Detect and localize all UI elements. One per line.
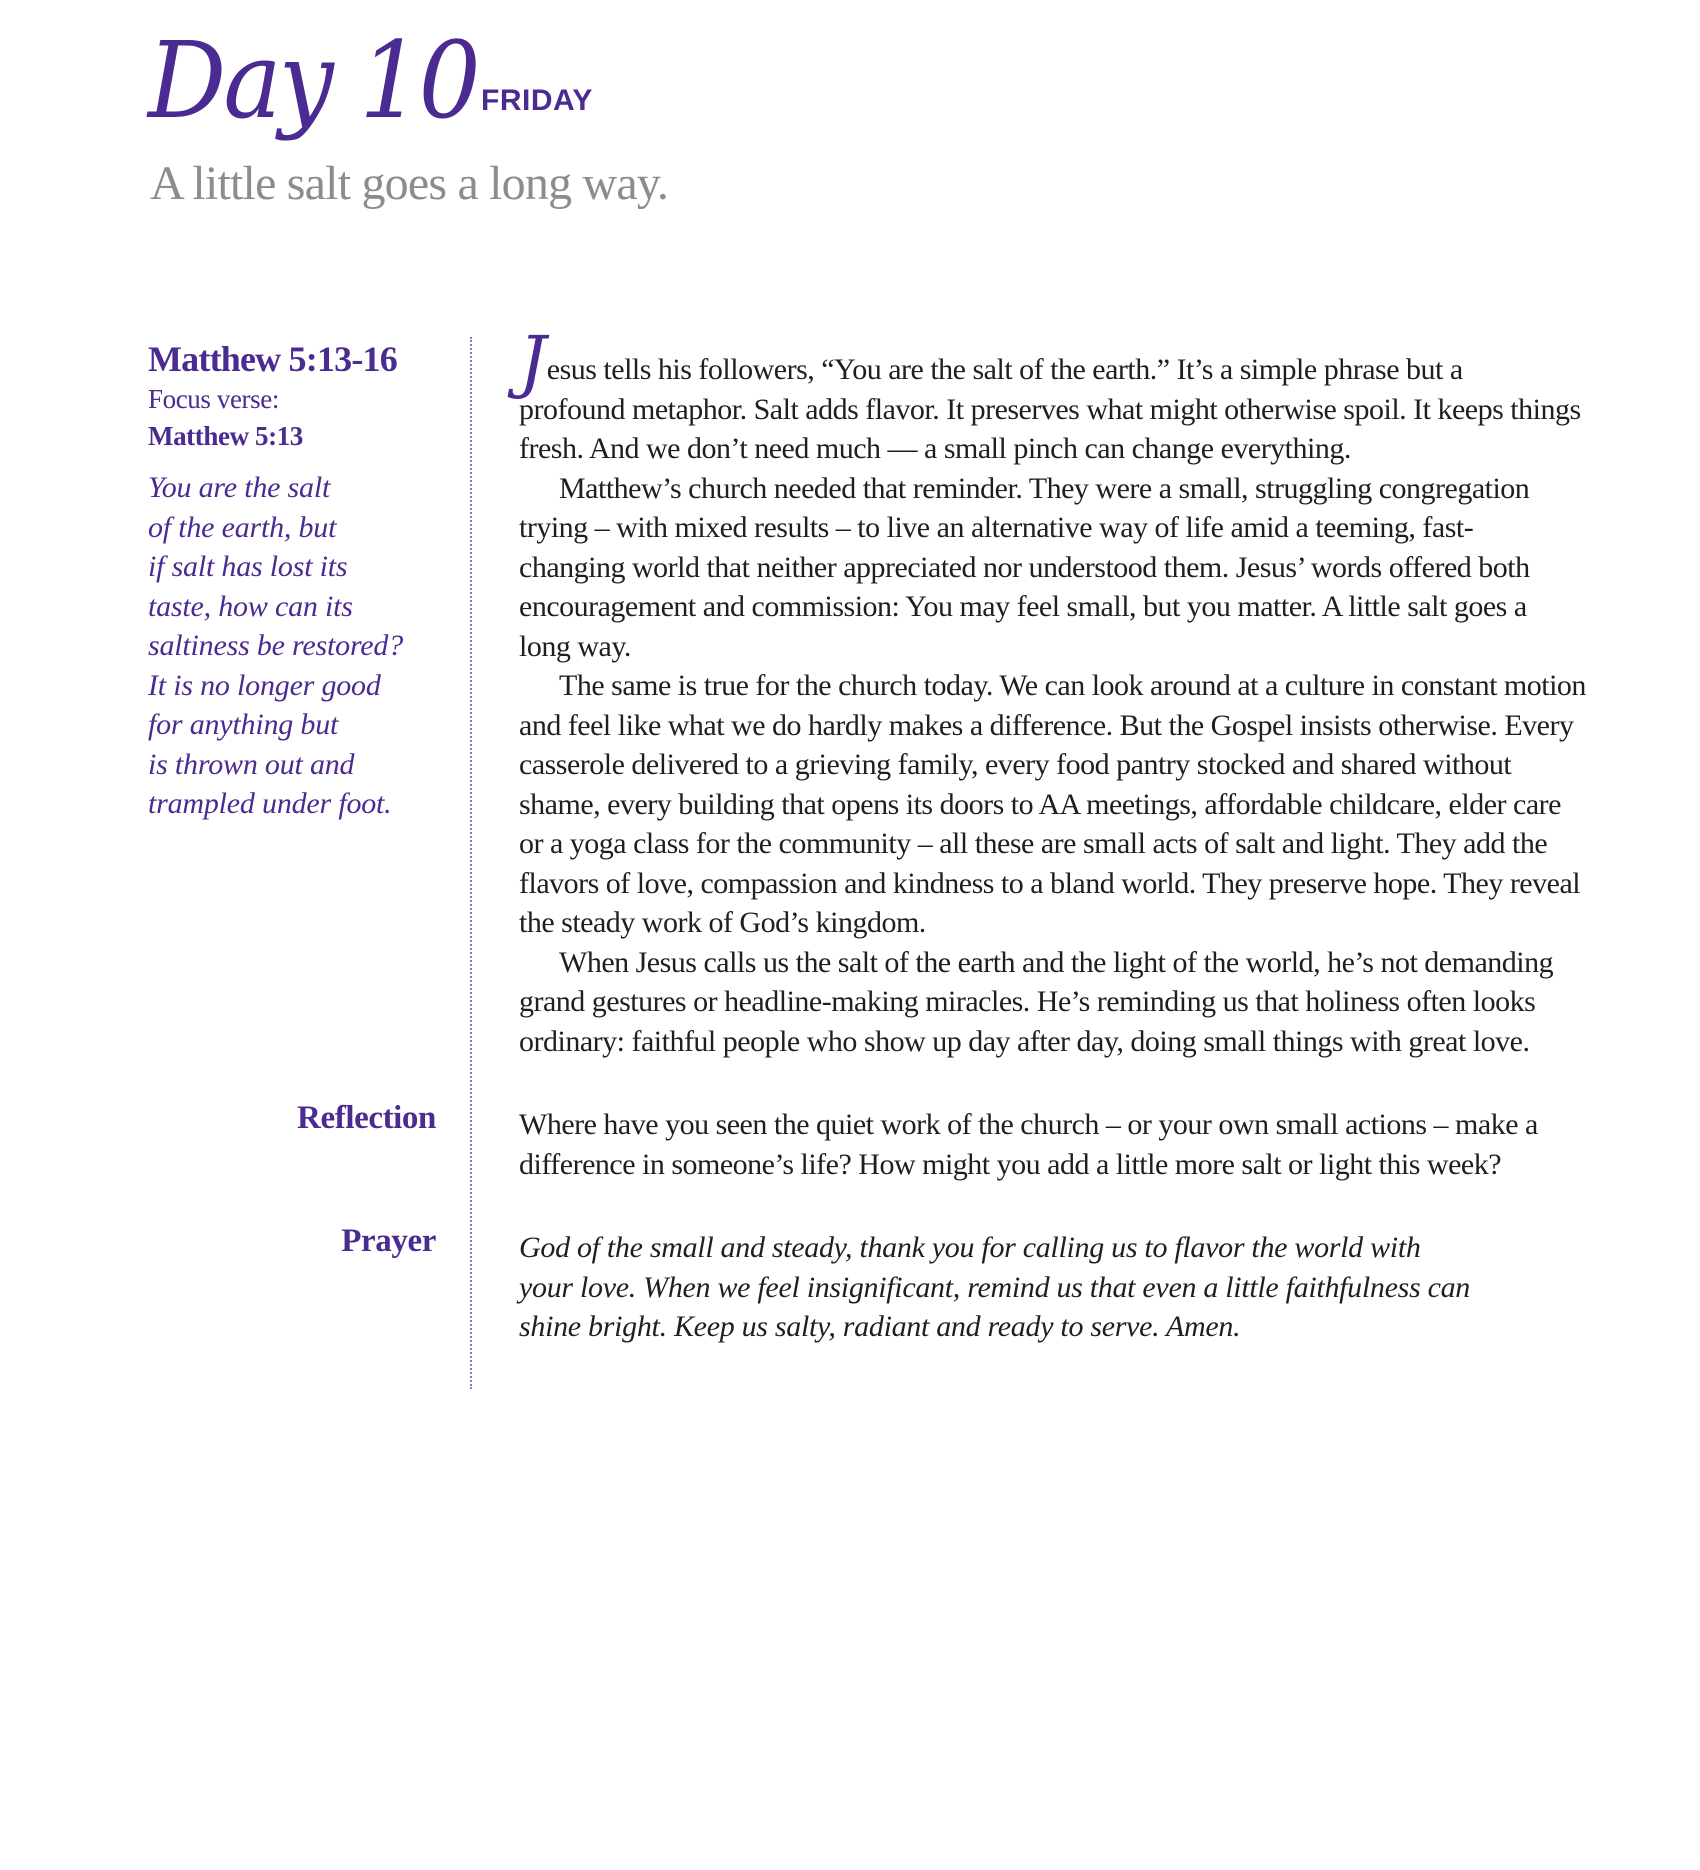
verse-line: for anything but <box>148 708 339 741</box>
prayer-line: God of the small and steady, thank you for calling us to flavor the world with <box>519 1231 1421 1264</box>
body-line: or a yoga class for the community – all these are small acts of salt and light. They add the <box>519 827 1548 860</box>
prayer-line: your love. When we feel insignificant, remind us that even a little faithfulness can <box>519 1270 1471 1304</box>
scripture-sidebar <box>148 337 448 824</box>
body-line: flavors of love, compassion and kindness to a bland world. They preserve hope. They reveal <box>519 866 1581 900</box>
body-line: changing world that neither appreciated nor understood them. Jesus’ words offered both <box>519 550 1530 584</box>
body-line: grand gestures or headline-making miracles. He’s reminding us that holiness often looks <box>519 985 1536 1018</box>
devotional-body <box>519 323 1589 1061</box>
prayer-line: shine bright. Keep us salty, radiant and ready to serve. Amen. <box>519 1310 1241 1343</box>
verse-line: of the earth, but <box>148 510 337 544</box>
verse-line: trampled under foot. <box>148 787 392 820</box>
reflection-line: difference in someone’s life? How might you add a little more salt or light this week? <box>519 1147 1502 1181</box>
day-title: Day 10 <box>148 19 478 142</box>
reflection-line: Where have you seen the quiet work of the church – or your own small actions – make a <box>519 1108 1538 1141</box>
focus-verse-reference: Matthew 5:13 <box>148 421 303 451</box>
body-line: long way. <box>519 629 631 663</box>
verse-line: saltiness be restored? <box>148 629 404 662</box>
verse-line: taste, how can its <box>148 589 353 623</box>
body-line: When Jesus calls us the salt of the earth and the light of the world, he’s not demanding <box>559 945 1554 979</box>
verse-line: if salt has lost its <box>148 550 348 583</box>
reflection-text <box>519 1105 1538 1184</box>
body-line: profound metaphor. Salt adds flavor. It preserves what might otherwise spoil. It keeps things <box>519 392 1581 426</box>
weekday-label: FRIDAY <box>481 84 593 117</box>
body-line: fresh. And we don’t need much — a small pinch can change everything. <box>519 432 1351 465</box>
scripture-reference: Matthew 5:13-16 <box>148 339 397 379</box>
prayer-label: Prayer <box>341 1223 436 1259</box>
body-line: and feel like what we do hardly makes a difference. But the Gospel insists otherwise. Every <box>519 708 1574 742</box>
drop-cap-letter: J <box>519 323 546 402</box>
body-line: the steady work of God’s kingdom. <box>519 906 926 939</box>
body-line: trying – with mixed results – to live an alternative way of life amid a teeming, fast- <box>519 511 1474 544</box>
reflection-label: Reflection <box>297 1100 436 1136</box>
verse-line: You are the salt <box>148 471 331 504</box>
body-line <box>519 323 1589 402</box>
body-line: shame, every building that opens its doors to AA meetings, affordable childcare, elder care <box>519 787 1561 821</box>
body-line: casserole delivered to a grieving family, every food pantry stocked and shared without <box>519 748 1512 781</box>
body-line-text: esus tells his followers, “You are the salt of the earth.” It’s a simple phrase but a <box>546 353 1463 386</box>
verse-line: It is no longer good <box>148 668 381 702</box>
focus-verse-text <box>148 468 448 824</box>
verse-line: is thrown out and <box>148 747 355 781</box>
body-line: Matthew’s church needed that reminder. They were a small, struggling congregation <box>559 471 1530 505</box>
focus-verse-label: Focus verse: <box>148 384 279 414</box>
body-line: ordinary: faithful people who show up day after day, doing small things with great love. <box>519 1024 1530 1058</box>
prayer-text <box>519 1228 1470 1347</box>
body-line: The same is true for the church today. We can look around at a culture in constant motion <box>559 669 1586 702</box>
dotted-column-divider <box>470 337 472 1389</box>
page-subtitle: A little salt goes a long way. <box>150 157 669 210</box>
body-line: encouragement and commission: You may feel small, but you matter. A little salt goes a <box>519 590 1527 623</box>
